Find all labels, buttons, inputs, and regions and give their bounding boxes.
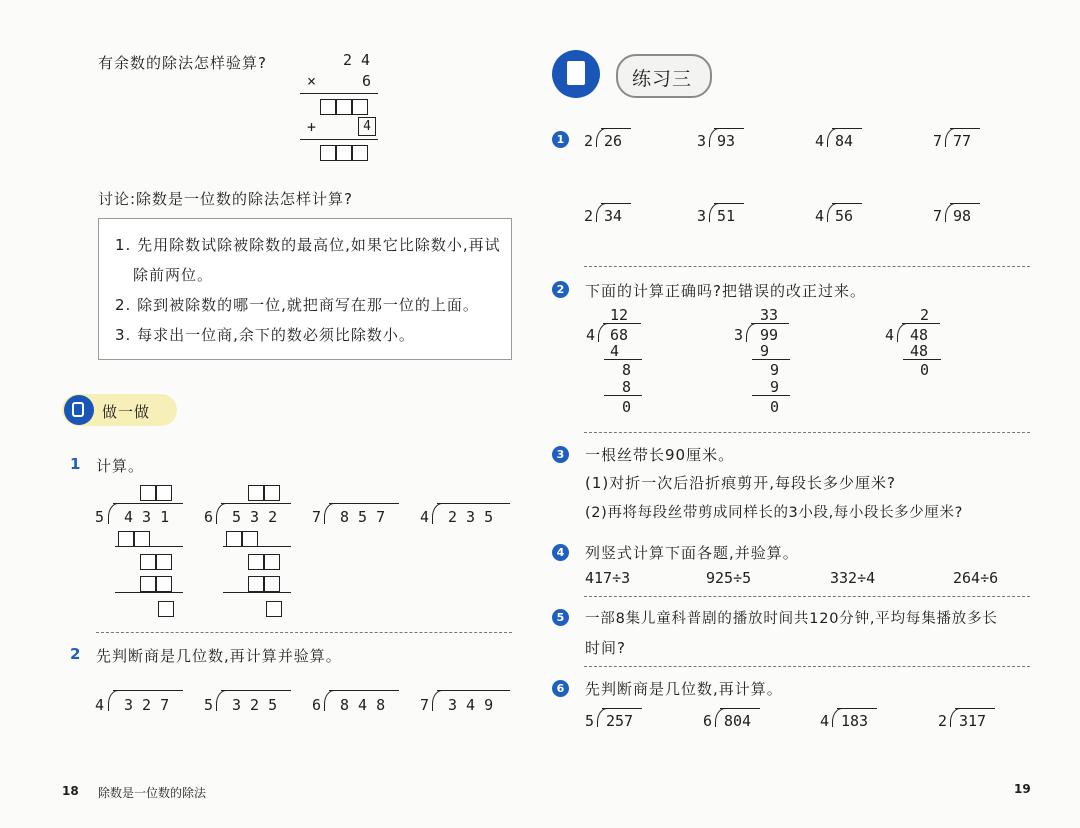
ex1-number: 1 [552, 131, 569, 148]
check-plus-sign: + [307, 118, 317, 136]
rule-1-cont: 除前两位。 [133, 266, 214, 284]
exercise-icon [552, 50, 600, 98]
check-question: 有余数的除法怎样验算? [98, 54, 267, 72]
section-title: 练习三 [632, 68, 693, 90]
page-number-left: 18 [62, 784, 79, 798]
practice-header [62, 394, 177, 426]
check-multiplier: 6 [362, 72, 372, 90]
ex6-text: 先判断商是几位数,再计算。 [585, 680, 783, 698]
ex4-item-1: 417÷3 [585, 569, 631, 587]
check-multiplicand: 2 4 [343, 51, 371, 69]
page-number-right: 19 [1014, 782, 1031, 796]
ex2-text: 下面的计算正确吗?把错误的改正过来。 [585, 282, 866, 300]
q1-number: 1 [70, 455, 82, 473]
ex3-number: 3 [552, 446, 569, 463]
ex5-number: 5 [552, 609, 569, 626]
ex3-sub2: (2)再将每段丝带剪成同样长的3小段,每小段长多少厘米? [585, 505, 963, 521]
q1-text: 计算。 [96, 457, 145, 475]
rules-box [98, 218, 512, 360]
ex4-item-4: 264÷6 [953, 569, 999, 587]
rule-2: 2. 除到被除数的哪一位,就把商写在那一位的上面。 [115, 296, 479, 314]
q2-number: 2 [70, 645, 82, 663]
ex4-item-2: 925÷5 [706, 569, 752, 587]
section-title-pill [616, 54, 712, 98]
rule-3: 3. 每求出一位商,余下的数必须比除数小。 [115, 326, 415, 344]
check-remainder-box: 4 [358, 117, 376, 136]
ex4-item-3: 332÷4 [830, 569, 876, 587]
practice-title: 做一做 [102, 403, 151, 421]
ex2-number: 2 [552, 281, 569, 298]
rule-1: 1. 先用除数试除被除数的最高位,如果它比除数小,再试 [115, 236, 501, 254]
ex5-line-1: 一部8集儿童科普剧的播放时间共120分钟,平均每集播放多长 [585, 611, 998, 627]
check-times-sign: × [307, 72, 317, 90]
answer-boxes-product[interactable] [320, 96, 368, 115]
ex3-text: 一根丝带长90厘米。 [585, 446, 735, 464]
footer-title: 除数是一位数的除法 [98, 786, 207, 800]
ex3-sub1: (1)对折一次后沿折痕剪开,每段长多少厘米? [585, 474, 896, 492]
ex5-line-2: 时间? [585, 639, 626, 657]
ex4-text: 列竖式计算下面各题,并验算。 [585, 544, 799, 562]
q2-text: 先判断商是几位数,再计算并验算。 [96, 647, 342, 665]
discussion-prompt: 讨论:除数是一位数的除法怎样计算? [98, 190, 354, 208]
practice-icon [64, 395, 94, 425]
answer-boxes-dividend[interactable] [320, 142, 368, 161]
ex4-number: 4 [552, 544, 569, 561]
ex6-number: 6 [552, 680, 569, 697]
